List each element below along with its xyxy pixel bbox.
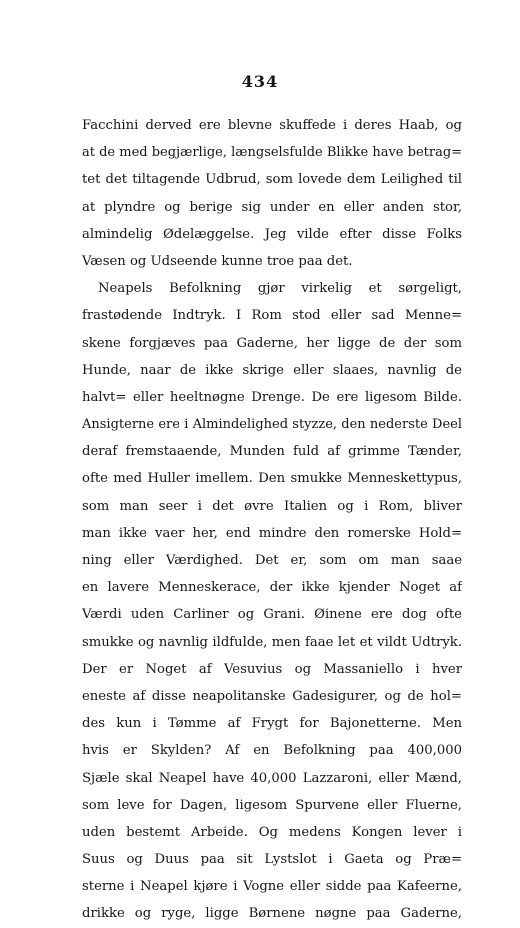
text-line: frastødende Indtryk. I Rom stod eller sad Menne= bbox=[82, 308, 462, 324]
text-line: ofte med Huller imellem. Den smukke Menneskettypus, bbox=[82, 471, 462, 487]
text-line: almindelig Ødelæggelse. Jeg vilde efter disse Folks bbox=[82, 226, 462, 242]
text-line: Ansigterne ere i Almindelighed styzze, den nederste Deel bbox=[82, 417, 462, 433]
text-line: man ikke vaer her, end mindre den romerske Hold= bbox=[82, 525, 462, 541]
text-line: des kun i Tømme af Frygt for Bajonetterne. Men bbox=[82, 716, 462, 732]
text-line: Neapels Befolkning gjør virkelig et sørgeligt, bbox=[98, 281, 462, 297]
text-line: som leve for Dagen, ligesom Spurvene eller Fluerne, bbox=[82, 797, 462, 813]
text-line: Hunde, naar de ikke skrige eller slaaes, navnlig de bbox=[82, 362, 462, 378]
text-line: tet det tiltagende Udbrud, som lovede dem Leilighed til bbox=[82, 172, 462, 188]
text-line: at plyndre og berige sig under en eller anden stor, bbox=[82, 199, 462, 215]
text-line: deraf fremstaaende, Munden fuld af grimme Tænder, bbox=[82, 444, 462, 460]
text-line: smukke og navnlig ildfulde, men faae let et vildt Udtryk. bbox=[82, 634, 462, 650]
text-line: Væsen og Udseende kunne troe paa det. bbox=[82, 253, 353, 269]
text-line: Sjæle skal Neapel have 40,000 Lazzaroni, eller Mænd, bbox=[82, 770, 462, 786]
text-line: eneste af disse neapolitanske Gadesigurer, og de hol= bbox=[82, 688, 462, 704]
text-line: uden bestemt Arbeide. Og medens Kongen lever i bbox=[82, 824, 462, 840]
text-line: Der er Noget af Vesuvius og Massaniello i hver bbox=[82, 661, 462, 677]
text-line: en lavere Menneskerace, der ikke kjender Noget af bbox=[82, 580, 462, 596]
page-number: 434 bbox=[241, 72, 279, 91]
text-line: at de med begjærlige, længselsfulde Blikke have betrag= bbox=[82, 145, 462, 161]
text-line: Værdi uden Carliner og Grani. Øinene ere dog ofte bbox=[82, 607, 462, 623]
text-line: som man seer i det øvre Italien og i Rom, bliver bbox=[82, 498, 462, 514]
text-line: ning eller Værdighed. Det er, som om man saae bbox=[82, 553, 462, 568]
body-text bbox=[82, 112, 462, 928]
text-line: halvt= eller heeltnøgne Drenge. De ere ligesom Bilde. bbox=[82, 389, 462, 405]
text-line: sterne i Neapel kjøre i Vogne eller sidde paa Kafeerne, bbox=[82, 879, 462, 895]
text-line: hvis er Skylden? Af en Befolkning paa 400,000 bbox=[82, 743, 462, 759]
text-line: skene forgjæves paa Gaderne, her ligge de der som bbox=[82, 335, 462, 351]
text-line: drikke og ryge, ligge Børnene nøgne paa Gaderne, bbox=[82, 906, 462, 922]
text-line: Suus og Duus paa sit Lystslot i Gaeta og Præ= bbox=[82, 852, 462, 868]
text-line: Facchini derved ere blevne skuffede i deres Haab, og bbox=[82, 118, 462, 133]
